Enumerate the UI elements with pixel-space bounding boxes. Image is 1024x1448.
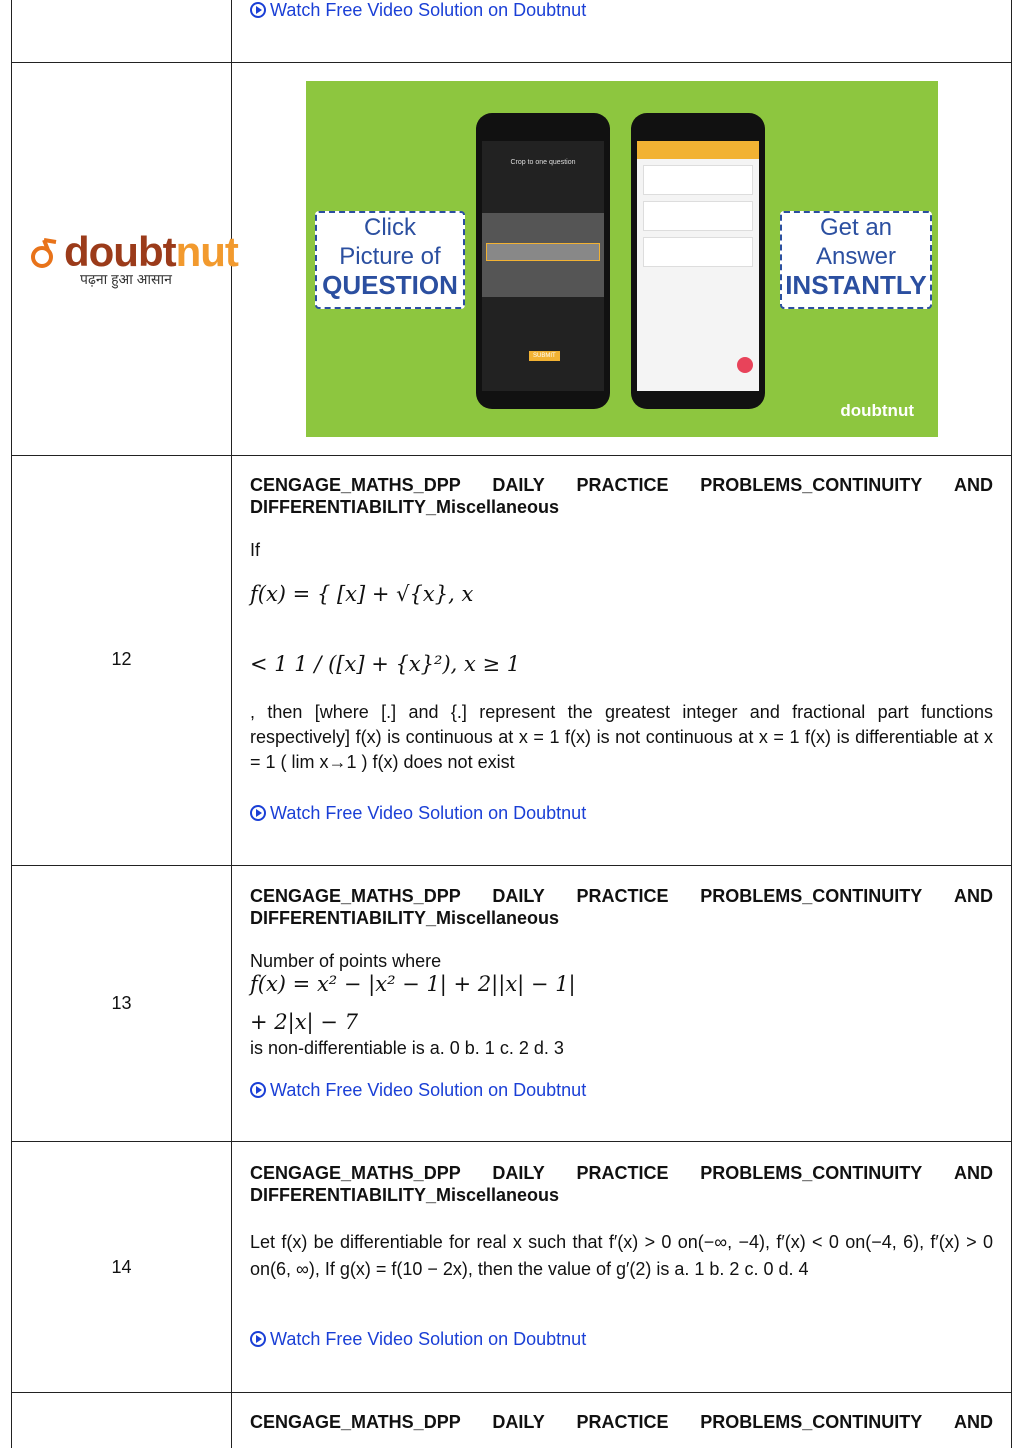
question-heading: CENGAGE_MATHS_DPP DAILY PRACTICE PROBLEMS_CONTINUITY AND: [250, 1412, 993, 1432]
play-icon: [250, 805, 266, 821]
question-number: 12: [111, 649, 132, 669]
question-heading: CENGAGE_MATHS_DPP DAILY PRACTICE PROBLEMS_CONTINUITY AND DIFFERENTIABILITY_Miscellaneous: [250, 1163, 993, 1205]
row-divider: [11, 1141, 1012, 1142]
equation: f(x) = x² − |x² − 1| + 2||x| − 1|: [250, 972, 576, 996]
question-text: is non-differentiable is a. 0 b. 1 c. 2 d. 3: [250, 1038, 564, 1058]
watch-video-link[interactable]: Watch Free Video Solution on Doubtnut: [250, 1080, 586, 1101]
watch-video-link[interactable]: Watch Free Video Solution on Doubtnut: [250, 803, 586, 824]
watch-video-link[interactable]: Watch Free Video Solution on Doubtnut: [250, 0, 586, 21]
question-number: 14: [111, 1257, 132, 1277]
row-divider: [11, 62, 1012, 63]
row-divider: [11, 455, 1012, 456]
doubtnut-mark-icon: [30, 236, 60, 270]
row-divider: [11, 865, 1012, 866]
get-answer-box: Get an Answer INSTANTLY: [780, 211, 932, 309]
question-photo: [482, 213, 604, 297]
column-divider: [231, 0, 232, 1448]
banner-corner-logo: doubtnut: [840, 401, 914, 420]
row-divider: [11, 1392, 1012, 1393]
play-icon: [250, 1331, 266, 1347]
question-heading: CENGAGE_MATHS_DPP DAILY PRACTICE PROBLEMS_CONTINUITY AND DIFFERENTIABILITY_Miscellaneous: [250, 886, 993, 928]
equation: f(x) = { [x] + √{x}, x: [250, 582, 474, 606]
submit-button: SUBMIT: [529, 351, 560, 361]
phone-camera-mockup: Crop to one question SUBMIT: [476, 113, 610, 409]
question-text: , then [where [.] and {.] represent the greatest integer and fractional part functions respectively] f(x) is continuous at x = 1 f(x) is not continuous at x = 1 f(x) is differentiable at x = 1 ( lim x→1 ) f(x) does not exist: [250, 702, 993, 772]
watch-video-link[interactable]: Watch Free Video Solution on Doubtnut: [250, 1329, 586, 1350]
question-text: Let f(x) be differentiable for real x such that f′(x) > 0 on(−∞, −4), f′(x) < 0 on(−4, 6), f′(x) > 0 on(6, ∞), If g(x) = f(10 − 2x), then the value of g′(2) is a. 1 b. 2 c. 0 d. 4: [250, 1232, 993, 1279]
promo-banner: [306, 81, 938, 437]
play-icon: [250, 1082, 266, 1098]
click-picture-box: Click Picture of QUESTION: [315, 211, 465, 309]
question-number: 13: [111, 993, 132, 1013]
phone-answer-mockup: [631, 113, 765, 409]
play-icon: [250, 2, 266, 18]
equation: < 1 1 / ([x] + {x}²), x ≥ 1: [250, 652, 521, 676]
equation: + 2|x| − 7: [250, 1010, 358, 1034]
question-heading: CENGAGE_MATHS_DPP DAILY PRACTICE PROBLEMS_CONTINUITY AND DIFFERENTIABILITY_Miscellaneous: [250, 475, 993, 517]
